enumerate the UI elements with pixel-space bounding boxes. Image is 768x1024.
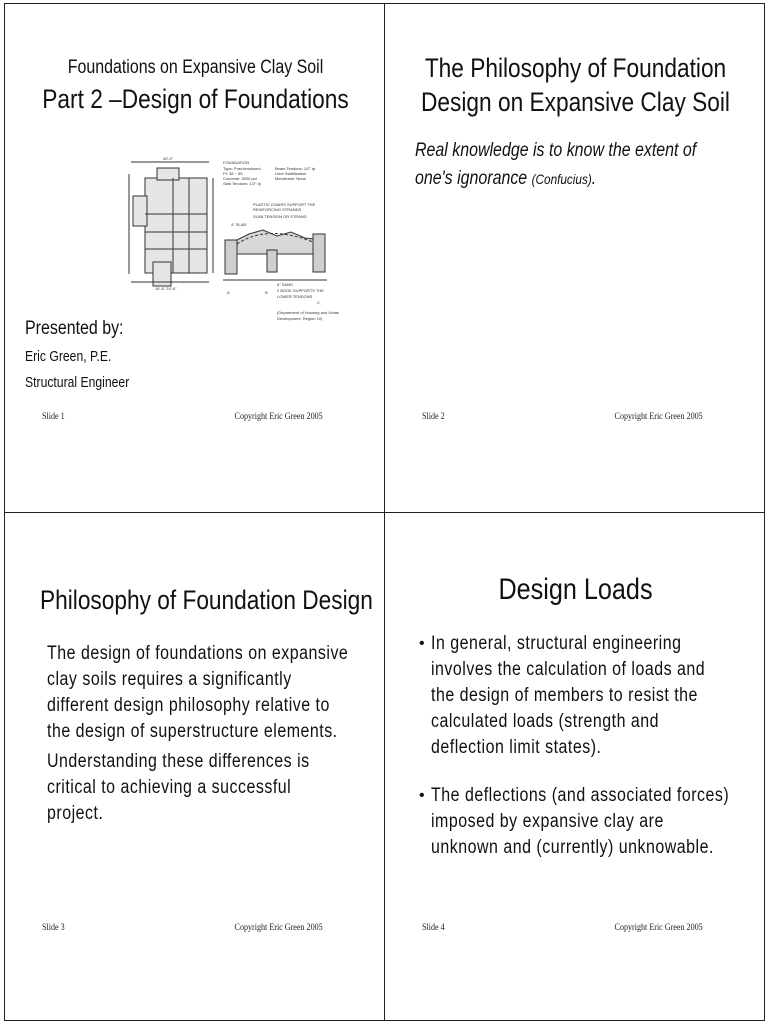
svg-text:Beam Tendons: 1/2" ф: Beam Tendons: 1/2" ф <box>275 166 316 171</box>
svg-text:Concrete: 3000 psi: Concrete: 3000 psi <box>223 176 257 181</box>
quote-line-1: Real knowledge is to know the extent of <box>415 140 697 161</box>
body-line: the design of superstructure elements. <box>47 721 338 742</box>
body-line: the design of members to resist the <box>431 685 698 706</box>
slide-number: Slide 1 <box>42 412 65 422</box>
quote-text: one's ignorance <box>415 168 528 189</box>
body-line: critical to achieving a successful <box>47 777 292 798</box>
svg-text:4" SLAB: 4" SLAB <box>231 222 246 227</box>
svg-text:(Department of Housing and Urb: (Department of Housing and Urban <box>277 310 340 315</box>
svg-text:Membrane: None: Membrane: None <box>275 176 306 181</box>
quote-line-2 <box>415 168 596 190</box>
slide-number: Slide 2 <box>422 412 445 422</box>
body-line: In general, structural engineering <box>431 633 682 654</box>
svg-text:6" SAND: 6" SAND <box>277 282 293 287</box>
body-line: Understanding these differences is <box>47 751 310 772</box>
svg-text:PLASTIC CHAIRS SUPPORT THE: PLASTIC CHAIRS SUPPORT THE <box>253 202 316 207</box>
svg-text:2 BOOK SUPPORTS THE: 2 BOOK SUPPORTS THE <box>277 288 324 293</box>
slide-4 <box>384 512 765 1021</box>
svg-text:B: B <box>265 290 268 295</box>
slide-2-title-line-2: Design on Expansive Clay Soil <box>421 87 730 117</box>
svg-text:SLAB TENSION OR STRAND: SLAB TENSION OR STRAND <box>253 214 307 219</box>
svg-text:Development, Region 10): Development, Region 10) <box>277 316 323 321</box>
bullet-icon: • <box>419 635 425 652</box>
presenter-name: Eric Green, P.E. <box>25 349 112 365</box>
svg-text:A: A <box>227 290 230 295</box>
section-drawing <box>223 230 327 280</box>
copyright-footer: Copyright Eric Green 2005 <box>614 412 703 422</box>
body-line: clay soils requires a significantly <box>47 669 292 690</box>
svg-text:Slab Tendons: 1/2" ф: Slab Tendons: 1/2" ф <box>223 181 261 186</box>
handout-page <box>4 3 765 1021</box>
slide-4-title: Design Loads <box>498 573 653 606</box>
body-line: The design of foundations on expansive <box>47 643 349 664</box>
quote-attribution: (Confucius) <box>531 171 592 187</box>
svg-text:PI: 38 ~ 55: PI: 38 ~ 55 <box>223 171 243 176</box>
svg-text:FOUNDATION: FOUNDATION <box>223 160 250 165</box>
bullet-icon: • <box>419 787 425 804</box>
svg-text:Type: Post-tensioned: Type: Post-tensioned <box>223 166 261 171</box>
slide-1 <box>4 3 385 513</box>
body-line: different design philosophy relative to <box>47 695 330 716</box>
copyright-footer: Copyright Eric Green 2005 <box>234 412 323 422</box>
floor-plan-drawing <box>129 162 213 286</box>
slide-1-subtitle: Foundations on Expansive Clay Soil <box>67 57 324 78</box>
svg-text:C: C <box>317 300 320 305</box>
svg-text:LOWER TENDONS: LOWER TENDONS <box>277 294 313 299</box>
slide-3-title: Philosophy of Foundation Design <box>40 585 373 615</box>
body-line: involves the calculation of loads and <box>431 659 706 680</box>
body-line: unknown and (currently) unknowable. <box>431 837 714 858</box>
slide-number: Slide 3 <box>42 923 65 933</box>
svg-text:REINFORCING STRANDS: REINFORCING STRANDS <box>253 207 302 212</box>
svg-text:16'-6" 24'-6": 16'-6" 24'-6" <box>155 286 177 291</box>
copyright-footer: Copyright Eric Green 2005 <box>234 923 323 933</box>
body-line: project. <box>47 803 104 824</box>
slide-3 <box>4 512 385 1021</box>
svg-text:Lime Stabilization: Lime Stabilization <box>275 171 307 176</box>
slide-2-title-line-1: The Philosophy of Foundation <box>424 53 727 83</box>
presenter-role: Structural Engineer <box>25 375 130 391</box>
presented-by-label: Presented by: <box>25 318 124 339</box>
copyright-footer: Copyright Eric Green 2005 <box>614 923 703 933</box>
svg-text:40'-0": 40'-0" <box>163 156 174 161</box>
body-line: calculated loads (strength and <box>431 711 660 732</box>
slide-number: Slide 4 <box>422 923 445 933</box>
foundation-plan-figure <box>127 154 345 326</box>
slide-2 <box>384 3 765 513</box>
body-line: deflection limit states). <box>431 737 602 758</box>
body-line: The deflections (and associated forces) <box>431 785 730 806</box>
body-line: imposed by expansive clay are <box>431 811 664 832</box>
slide-1-title: Part 2 –Design of Foundations <box>42 84 349 114</box>
quote-period: . <box>591 168 597 189</box>
